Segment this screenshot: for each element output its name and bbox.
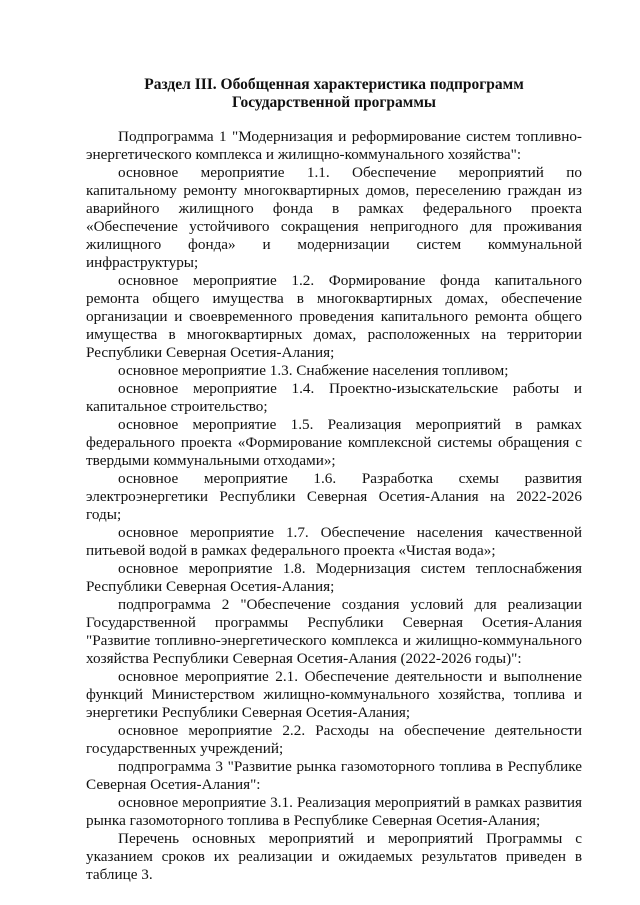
paragraph-measure-1-3: основное мероприятие 1.3. Снабжение населения топливом;	[118, 362, 509, 379]
paragraph-subprogram-3: подпрограмма 3 "Развитие рынка газомоторного топлива в Республике Северная Осетия-Алания":	[86, 758, 582, 793]
paragraph-measure-1-8: основное мероприятие 1.8. Модернизация систем теплоснабжения Республики Северная Осетия-Алания;	[86, 560, 582, 595]
paragraph-measure-1-2: основное мероприятие 1.2. Формирование фонда капитального ремонта общего имущества в многоквартирных домах, обеспечение организации и своевременного проведения капитального ремонта общего имущества в многоквартирных домах, расположенных на территории Республики Северная Осетия-Алания;	[86, 272, 582, 361]
paragraph-measure-3-1: основное мероприятие 3.1. Реализация мероприятий в рамках развития рынка газомоторного топлива в Республике Северная Осетия-Алания;	[86, 794, 582, 829]
paragraph-measure-1-5: основное мероприятие 1.5. Реализация мероприятий в рамках федерального проекта «Формирование комплексной системы обращения с твердыми коммунальными отходами»;	[86, 416, 582, 469]
paragraph-measure-1-4: основное мероприятие 1.4. Проектно-изыскательские работы и капитальное строительство;	[86, 380, 582, 415]
paragraph-measure-1-1: основное мероприятие 1.1. Обеспечение мероприятий по капитальному ремонту многоквартирных домов, переселению граждан из аварийного жилищного фонда в рамках федерального проекта «Обеспечение устойчивого сокращения непригодного для проживания жилищного фонда» и модернизации систем коммунальной инфраструктуры;	[86, 164, 582, 271]
paragraph-subprogram-1: Подпрограмма 1 "Модернизация и реформирование систем топливно-энергетического комплекса и жилищно-коммунального хозяйства":	[86, 128, 582, 163]
paragraph-measure-1-6: основное мероприятие 1.6. Разработка схемы развития электроэнергетики Республики Северная Осетия-Алания на 2022-2026 годы;	[86, 470, 582, 523]
paragraph-table-reference: Перечень основных мероприятий и мероприятий Программы с указанием сроков их реализации и ожидаемых результатов приведен в таблице 3.	[86, 830, 582, 883]
paragraph-measure-2-2: основное мероприятие 2.2. Расходы на обеспечение деятельности государственных учреждений;	[86, 722, 582, 757]
paragraph-measure-2-1: основное мероприятие 2.1. Обеспечение деятельности и выполнение функций Министерством жилищно-коммунального хозяйства, топлива и энергетики Республики Северная Осетия-Алания;	[86, 668, 582, 721]
paragraph-subprogram-2: подпрограмма 2 "Обеспечение создания условий для реализации Государственной программы Республики Северная Осетия-Алания "Развитие топливно-энергетического комплекса и жилищно-коммунального хозяйства Республики Северная Осетия-Алания (2022-2026 годы)":	[86, 596, 582, 667]
section-heading: Раздел III. Обобщенная характеристика подпрограмм Государственной программы	[144, 76, 524, 111]
paragraph-measure-1-7: основное мероприятие 1.7. Обеспечение населения качественной питьевой водой в рамках федерального проекта «Чистая вода»;	[86, 524, 582, 559]
document-page	[86, 76, 582, 884]
